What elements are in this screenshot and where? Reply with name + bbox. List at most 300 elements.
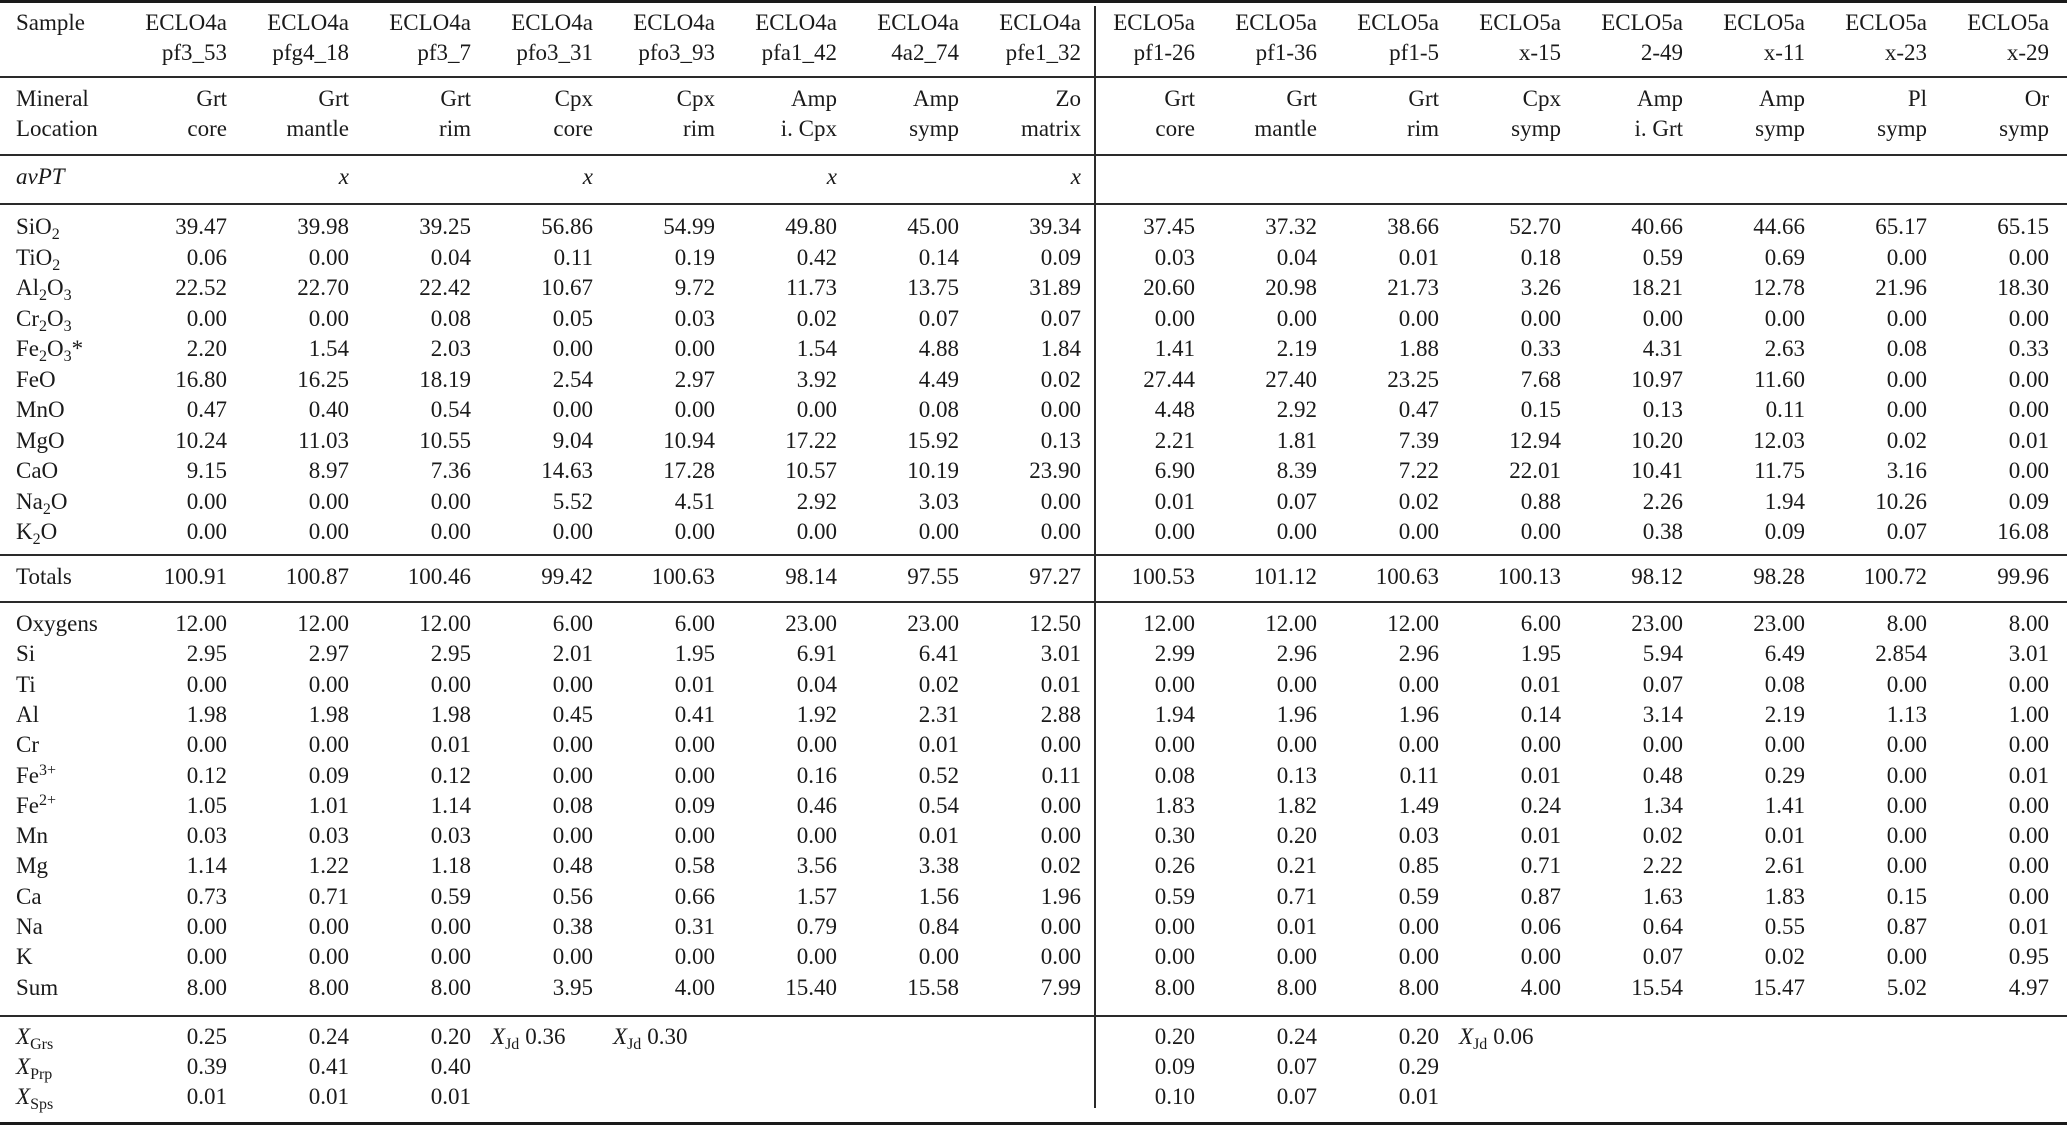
cell-value: 0.02 [1398,488,1439,514]
mineral-label: Mineral [16,86,89,111]
cell-value: 0.30 [1154,823,1195,849]
cell-value: 0.38 [552,914,593,939]
cell-value: 1.00 [2008,701,2049,727]
mineral-name: Grt [1164,86,1195,111]
cell-value: 0.00 [1040,397,1081,422]
cell-value: 0.45 [552,701,593,727]
oxide-label [16,517,57,547]
cell-value: 0.01 [2008,914,2049,939]
cell-value: 0.09 [1040,244,1081,270]
fraction-label [16,1052,52,1082]
mineral-name: Cpx [1522,86,1561,111]
oxide-label [16,487,67,517]
cell-value: 0.00 [1886,366,1927,392]
cell-value: 0.00 [796,732,837,758]
cell-value: 15.58 [907,974,959,1000]
cell-value: 0.00 [674,519,715,544]
cell-value: 0.01 [1520,762,1561,788]
mineral-location: symp [1511,116,1561,141]
cell-value: 38.66 [1387,214,1439,239]
cell-value: 2.88 [1040,701,1081,727]
cell-value: 0.03 [1398,823,1439,849]
cell-value: 0.08 [1154,762,1195,788]
cell-value: 27.40 [1265,366,1317,392]
cell-value: 16.08 [1997,519,2049,544]
cell-value: 0.08 [430,305,471,331]
cell-value: 0.58 [674,853,715,879]
sample-name: ECLO5a [1967,10,2049,35]
sample-id: pfg4_18 [272,40,349,65]
cell-value: 1.82 [1276,792,1317,818]
cell-value: 1.41 [1154,336,1195,361]
cell-value: 101.12 [1253,564,1317,589]
cell-value: 0.00 [430,519,471,544]
cell-value: 0.01 [918,823,959,849]
cell-value: 1.57 [796,883,837,909]
cell-value: 23.00 [785,611,837,636]
cell-value: 0.64 [1642,914,1683,939]
cell-value: 16.25 [297,366,349,392]
cell-value: 2.96 [1276,641,1317,667]
cell-value: 0.00 [552,762,593,788]
cell-value: 0.59 [1398,883,1439,909]
mineral-name: Amp [1759,86,1805,111]
oxide-base: CaO [16,458,59,483]
cell-value: 100.72 [1863,564,1927,589]
cell-value: 0.00 [552,732,593,758]
fraction-x: X [16,1024,31,1049]
cation-symbol: Ti [16,671,36,697]
cell-value: 1.54 [308,336,349,361]
header-rule [0,76,2067,78]
cell-value: 1.83 [1154,792,1195,818]
mineral-location: symp [909,116,959,141]
cell-value: 6.00 [674,611,715,636]
sample-label: Sample [16,10,85,35]
cell-value: 98.12 [1631,564,1683,589]
cell-value: 0.25 [186,1024,227,1049]
cell-value: 0.31 [674,914,715,939]
cell-value: 10.94 [663,427,715,453]
cell-value: 0.48 [552,853,593,879]
sample-id: 4a2_74 [891,40,959,65]
cell-value: 0.01 [918,732,959,758]
oxide-subscript: 2 [39,317,47,335]
cell-value: 0.01 [186,1084,227,1109]
cell-value: 0.00 [1886,732,1927,758]
cell-value: 0.48 [1642,762,1683,788]
cell-value: 0.01 [1520,823,1561,849]
sample-name: ECLO5a [1113,10,1195,35]
cell-value: 0.71 [1520,853,1561,879]
cell-value: 1.88 [1398,336,1439,361]
mineral-location: mantle [1254,116,1317,141]
cell-value: 0.00 [1398,944,1439,970]
cell-value: 0.00 [2008,823,2049,849]
cell-value: 12.00 [1387,611,1439,636]
sample-id: pfe1_32 [1005,40,1081,65]
cell-value: 0.00 [674,823,715,849]
cell-value: 1.22 [308,853,349,879]
cell-value: 17.22 [785,427,837,453]
cell-value: 0.21 [1276,853,1317,879]
fraction-label [16,1022,53,1052]
cell-value: 0.00 [1276,305,1317,331]
oxide-label [16,273,72,303]
cell-value: 0.40 [308,397,349,422]
cell-value: 21.73 [1387,275,1439,300]
mineral-location: symp [1877,116,1927,141]
cell-value: 0.73 [186,883,227,909]
sample-name: ECLO4a [755,10,837,35]
cell-value: 1.18 [430,853,471,879]
avpt-mark: x [1070,164,1081,189]
cell-value: 0.00 [796,823,837,849]
cell-value: 0.00 [308,305,349,331]
cell-value: 0.20 [1276,823,1317,849]
jadeite-x: X [491,1024,506,1049]
cell-value: 0.07 [1886,519,1927,544]
cell-value: 1.05 [186,792,227,818]
cell-value: 0.00 [1520,732,1561,758]
cell-value: 0.13 [1040,427,1081,453]
sample-id: 2-49 [1640,40,1683,65]
cell-value: 3.56 [796,853,837,879]
oxide-base: SiO [16,214,52,239]
cell-value: 98.28 [1753,564,1805,589]
sample-id: x-23 [1884,40,1927,65]
sample-name: ECLO5a [1845,10,1927,35]
mineral-location: rim [439,116,471,141]
cell-value: 1.49 [1398,792,1439,818]
cell-value: 8.00 [1398,974,1439,1000]
cell-value: 0.00 [430,488,471,514]
cell-value: 0.11 [553,244,593,270]
mineral-location: core [187,116,227,141]
cell-value: 4.97 [2008,974,2049,1000]
sample-name: ECLO4a [877,10,959,35]
fraction-subscript: Prp [30,1066,53,1083]
cell-value: 0.20 [1154,1024,1195,1049]
cell-value: 0.00 [674,732,715,758]
cell-value: 0.00 [1520,944,1561,970]
cell-value: 0.00 [308,944,349,970]
cell-value: 1.41 [1764,792,1805,818]
cell-value: 0.00 [552,519,593,544]
cell-value: 12.94 [1509,427,1561,453]
cell-value: 0.00 [2008,397,2049,422]
cell-value: 0.00 [796,519,837,544]
cell-value: 1.81 [1276,427,1317,453]
cell-value: 0.15 [1886,883,1927,909]
cell-value: 3.16 [1886,458,1927,483]
cation-label [16,700,39,730]
sample-id: x-29 [2006,40,2049,65]
cell-value: 6.41 [918,641,959,667]
cell-value: 54.99 [663,214,715,239]
cell-value: 0.03 [186,823,227,849]
oxide-label [16,334,83,364]
oxide-subscript: 2 [52,256,61,274]
cell-value: 0.02 [1642,823,1683,849]
cell-value: 27.44 [1143,366,1195,392]
cell-value: 0.02 [1886,427,1927,453]
cell-value: 1.92 [796,701,837,727]
oxide-tail: O [47,336,64,361]
sample-name: ECLO5a [1723,10,1805,35]
cell-value: 12.00 [1265,611,1317,636]
cation-symbol: Cr [16,732,39,758]
cell-value: 0.59 [1642,244,1683,270]
cell-value: 100.53 [1131,564,1195,589]
cell-value: 0.00 [674,336,715,361]
cell-value: 0.01 [2008,427,2049,453]
cell-value: 0.00 [1886,305,1927,331]
sample-id: pf3_7 [417,40,471,65]
sample-id: pf1-36 [1255,40,1317,65]
cell-value: 11.03 [298,427,349,453]
cell-value: 0.07 [1276,1084,1317,1109]
cell-value: 0.00 [552,336,593,361]
cation-symbol: Na [16,914,43,939]
cell-value: 0.20 [1398,1024,1439,1049]
cell-value: 0.02 [796,305,837,331]
cell-value: 0.00 [186,914,227,939]
cation-label [16,821,48,851]
mineral-name: Grt [318,86,349,111]
fraction-x: X [16,1054,31,1079]
cell-value: 0.00 [308,671,349,697]
sample-name: ECLO4a [389,10,471,35]
cell-value: 6.49 [1764,641,1805,667]
cell-value: 0.00 [1886,823,1927,849]
cell-value: 0.07 [1642,944,1683,970]
cation-label [16,942,33,972]
top-rule [0,0,2067,3]
cell-value: 2.26 [1642,488,1683,514]
avpt-rule [0,203,2067,205]
cell-value: 0.00 [1520,305,1561,331]
cell-value: 39.98 [297,214,349,239]
cell-value: 7.36 [430,458,471,483]
cell-value: 0.00 [1276,732,1317,758]
cell-value: 6.90 [1154,458,1195,483]
cell-value: 0.33 [1520,336,1561,361]
cell-value: 0.00 [1398,671,1439,697]
cell-value: 6.00 [1520,611,1561,636]
cell-value: 0.04 [1276,244,1317,270]
cell-value: 1.94 [1764,488,1805,514]
cell-value: 0.01 [674,671,715,697]
cell-value: 0.00 [186,305,227,331]
mineral-name: Cpx [676,86,715,111]
cell-value: 0.00 [1886,244,1927,270]
cell-value: 10.97 [1631,366,1683,392]
cell-value: 6.00 [552,611,593,636]
cell-value: 0.01 [430,1084,471,1109]
cell-value: 0.00 [2008,883,2049,909]
cell-value: 0.38 [1642,519,1683,544]
mineral-name: Grt [440,86,471,111]
cell-value: 15.40 [785,974,837,1000]
fraction-subscript: Grs [30,1036,54,1053]
cell-value: 12.78 [1753,275,1805,300]
cell-value: 16.80 [175,366,227,392]
oxide-base: Cr [16,305,39,331]
cell-value: 0.00 [2008,458,2049,483]
cell-value: 1.96 [1398,701,1439,727]
sample-name: ECLO5a [1479,10,1561,35]
cell-value: 12.00 [297,611,349,636]
cell-value: 15.54 [1631,974,1683,1000]
cell-value: 0.00 [308,519,349,544]
cell-value: 1.96 [1276,701,1317,727]
oxide-label [16,304,72,334]
cell-value: 0.00 [186,488,227,514]
cell-value: 4.88 [918,336,959,361]
cell-value: 1.94 [1154,701,1195,727]
cell-value: 52.70 [1509,214,1561,239]
cell-value: 0.08 [918,397,959,422]
cell-value: 0.00 [1154,914,1195,939]
cell-value: 0.00 [1040,792,1081,818]
cell-value: 0.00 [186,519,227,544]
cell-value: 0.07 [1040,305,1081,331]
mineral-location: rim [1407,116,1439,141]
sample-id: pf1-26 [1133,40,1195,65]
cell-value: 4.49 [918,366,959,392]
sample-name: ECLO4a [145,10,227,35]
cell-value: 1.95 [674,641,715,667]
cell-value: 0.69 [1764,244,1805,270]
jadeite-subscript: Jd [1473,1036,1488,1053]
cell-value: 0.20 [430,1024,471,1049]
oxide-label [16,426,65,456]
sample-id: pf1-5 [1389,40,1439,65]
cell-value: 3.92 [796,366,837,392]
cell-value: 9.72 [674,275,715,300]
cell-value: 37.32 [1265,214,1317,239]
mineral-location: mantle [286,116,349,141]
cell-value: 0.00 [1276,519,1317,544]
mineral-location: core [1155,116,1195,141]
cell-value: 44.66 [1753,214,1805,239]
cell-value: 11.73 [786,275,837,300]
cell-value: 0.00 [1040,732,1081,758]
cell-value: 0.79 [796,914,837,939]
cell-value: 0.00 [1040,944,1081,970]
cation-symbol: Fe [16,762,39,788]
cell-value: 1.63 [1642,883,1683,909]
cell-value: 0.08 [1764,671,1805,697]
cell-value: 0.00 [430,944,471,970]
cell-value: 100.63 [651,564,715,589]
cell-value: 0.00 [2008,853,2049,879]
cell-value: 0.87 [1886,914,1927,939]
cell-value: 0.01 [1154,488,1195,514]
oxide-base: MgO [16,427,65,453]
cell-value: 0.41 [674,701,715,727]
avpt-mark: x [826,164,837,189]
oxide-tail: O [47,275,64,300]
cell-value: 0.41 [308,1054,349,1079]
cell-value: 0.00 [1040,488,1081,514]
sample-id: pfo3_93 [638,40,715,65]
cell-value: 0.01 [1520,671,1561,697]
cell-value: 0.00 [1154,519,1195,544]
mineral-name: Cpx [554,86,593,111]
cell-value: 0.85 [1398,853,1439,879]
cell-value: 0.00 [1276,944,1317,970]
cell-value: 4.00 [1520,974,1561,1000]
cell-value: 0.01 [1276,914,1317,939]
cell-value: 0.03 [674,305,715,331]
cell-value: 100.13 [1497,564,1561,589]
cell-value: 100.46 [407,564,471,589]
cell-value: 1.95 [1520,641,1561,667]
cell-value: 0.09 [1154,1054,1195,1079]
cell-value: 0.59 [430,883,471,909]
oxide-subscript: 3 [63,317,72,335]
cell-value: 0.00 [552,397,593,422]
cell-value: 0.00 [1764,732,1805,758]
sample-name: ECLO4a [999,10,1081,35]
cell-value: 0.00 [1040,823,1081,849]
cell-value: 10.20 [1631,427,1683,453]
mineral-name: Amp [1637,86,1683,111]
cell-value: 0.01 [1398,1084,1439,1109]
cell-value: 0.03 [1154,244,1195,270]
sample-name: ECLO4a [633,10,715,35]
cell-value: 18.21 [1631,275,1683,300]
oxide-subscript: 3 [63,287,72,304]
cation-charge: 2+ [39,791,57,809]
cell-value: 4.48 [1154,397,1195,422]
cell-value: 8.00 [2008,611,2049,636]
totals-label: Totals [16,564,72,589]
mineral-location: matrix [1020,116,1081,141]
cell-value: 9.04 [552,427,593,453]
cell-value: 100.91 [163,564,227,589]
fraction-label [16,1082,53,1112]
cell-value: 1.01 [308,792,349,818]
cell-value: 0.39 [186,1054,227,1079]
cell-value: 0.00 [1398,732,1439,758]
cell-value: 0.13 [1276,762,1317,788]
mineral-name: Or [2024,86,2049,111]
cell-value: 0.07 [1276,488,1317,514]
cation-symbol: Si [16,641,36,667]
cell-value: 0.00 [2008,305,2049,331]
cell-value: 100.87 [285,564,349,589]
cell-value: 40.66 [1631,214,1683,239]
cell-value: 2.95 [186,641,227,667]
jadeite-value: 0.36 [525,1024,566,1049]
cell-value: 0.07 [1642,671,1683,697]
cell-value: 0.95 [2008,944,2049,970]
cell-value: 22.01 [1509,458,1561,483]
cell-value: 1.14 [430,792,471,818]
sample-name: ECLO5a [1357,10,1439,35]
cell-value: 0.00 [186,671,227,697]
cell-value: 2.01 [552,641,593,667]
cell-value: 3.26 [1520,275,1561,300]
cell-value: 0.00 [1520,519,1561,544]
cell-value: 12.00 [1143,611,1195,636]
cell-value: 2.20 [186,336,227,361]
cell-value: 4.51 [674,488,715,514]
cell-value: 0.00 [308,914,349,939]
